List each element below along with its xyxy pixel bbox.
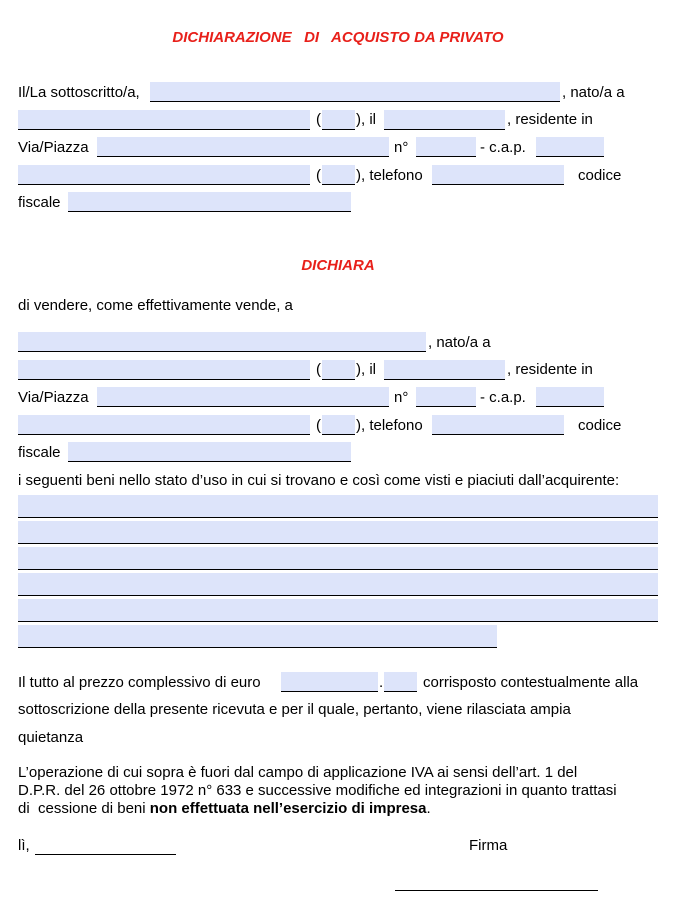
buyer-fiscale-label: fiscale: [18, 444, 61, 461]
seller-city-field[interactable]: [18, 165, 310, 185]
goods-line-4[interactable]: [18, 573, 658, 596]
prov-open: (: [316, 111, 321, 128]
iva-text-1: L’operazione di cui sopra è fuori dal campo di applicazione IVA ai sensi dell’art. 1 del: [18, 764, 578, 781]
buyer-nato-label: , nato/a a: [428, 334, 491, 351]
goods-line-6[interactable]: [18, 625, 497, 648]
buyer-city-field[interactable]: [18, 415, 310, 435]
buyer-telefono-label: ), telefono: [356, 417, 423, 434]
goods-line-2[interactable]: [18, 521, 658, 544]
decimal-point: .: [379, 674, 384, 691]
seller-fiscal-code-field[interactable]: [68, 192, 351, 212]
buyer-num-label: n°: [394, 389, 409, 406]
residente-label: , residente in: [507, 111, 593, 128]
prov-open-2: (: [316, 167, 321, 184]
num-label: n°: [394, 139, 409, 156]
buyer-name-field[interactable]: [18, 332, 426, 352]
buyer-cap-field[interactable]: [536, 387, 604, 407]
price-euro-field[interactable]: [281, 672, 378, 692]
goods-line-1[interactable]: [18, 495, 658, 518]
beni-text: i seguenti beni nello stato d’uso in cui si trovano e così come visti e piaciuti dall’acquirente:: [18, 472, 620, 489]
prezzo-text-a: Il tutto al prezzo complessivo di euro: [18, 674, 261, 691]
buyer-prov-open: (: [316, 361, 321, 378]
buyer-birthdate-field[interactable]: [384, 360, 505, 380]
seller-phone-field[interactable]: [432, 165, 564, 185]
buyer-phone-field[interactable]: [432, 415, 564, 435]
iva-text-2: D.P.R. del 26 ottobre 1972 n° 633 e successive modifiche ed integrazioni in quanto trattasi: [18, 782, 617, 799]
prezzo-text-3: quietanza: [18, 729, 84, 746]
prezzo-text-2: sottoscrizione della presente ricevuta e per il quale, pertanto, viene rilasciata ampia: [18, 701, 571, 718]
iva-text-3a: di cessione di beni: [18, 800, 150, 817]
price-cents-field[interactable]: [384, 672, 417, 692]
goods-line-3[interactable]: [18, 547, 658, 570]
buyer-residente-label: , residente in: [507, 361, 593, 378]
li-label: lì,: [18, 837, 30, 854]
seller-birthdate-field[interactable]: [384, 110, 505, 130]
prezzo-text-b: corrisposto contestualmente alla: [423, 674, 639, 691]
via-label: Via/Piazza: [18, 139, 89, 156]
seller-cap-field[interactable]: [536, 137, 604, 157]
seller-city-prov-field[interactable]: [322, 165, 355, 185]
il-label: ), il: [356, 111, 376, 128]
fiscale-label: fiscale: [18, 194, 61, 211]
nato-label: , nato/a a: [562, 84, 625, 101]
cap-label: - c.a.p.: [480, 139, 526, 156]
seller-street-field[interactable]: [97, 137, 389, 157]
place-date-field[interactable]: [35, 835, 176, 855]
buyer-codice-label: codice: [578, 417, 622, 434]
goods-line-5[interactable]: [18, 599, 658, 622]
seller-number-field[interactable]: [416, 137, 476, 157]
buyer-via-label: Via/Piazza: [18, 389, 89, 406]
seller-birth-prov-field[interactable]: [322, 110, 355, 130]
codice-label: codice: [578, 167, 622, 184]
vende-text: di vendere, come effettivamente vende, a: [18, 297, 293, 314]
buyer-il-label: ), il: [356, 361, 376, 378]
seller-birthplace-field[interactable]: [18, 110, 310, 130]
signature-field[interactable]: [395, 871, 598, 891]
buyer-birth-prov-field[interactable]: [322, 360, 355, 380]
seller-name-field[interactable]: [150, 82, 560, 102]
buyer-street-field[interactable]: [97, 387, 389, 407]
document-title: DICHIARAZIONE DI ACQUISTO DA PRIVATO: [172, 29, 504, 46]
buyer-city-prov-field[interactable]: [322, 415, 355, 435]
sottoscritto-label: Il/La sottoscritto/a,: [18, 84, 140, 101]
buyer-cap-label: - c.a.p.: [480, 389, 526, 406]
telefono-label: ), telefono: [356, 167, 423, 184]
iva-text-3: [18, 800, 431, 817]
firma-label: Firma: [469, 837, 508, 854]
buyer-fiscal-code-field[interactable]: [68, 442, 351, 462]
iva-text-3-end: .: [426, 800, 431, 817]
buyer-birthplace-field[interactable]: [18, 360, 310, 380]
buyer-prov-open-2: (: [316, 417, 321, 434]
buyer-number-field[interactable]: [416, 387, 476, 407]
iva-text-3-bold: non effettuata nell’esercizio di impresa: [149, 800, 427, 817]
dichiara-heading: DICHIARA: [301, 257, 375, 274]
